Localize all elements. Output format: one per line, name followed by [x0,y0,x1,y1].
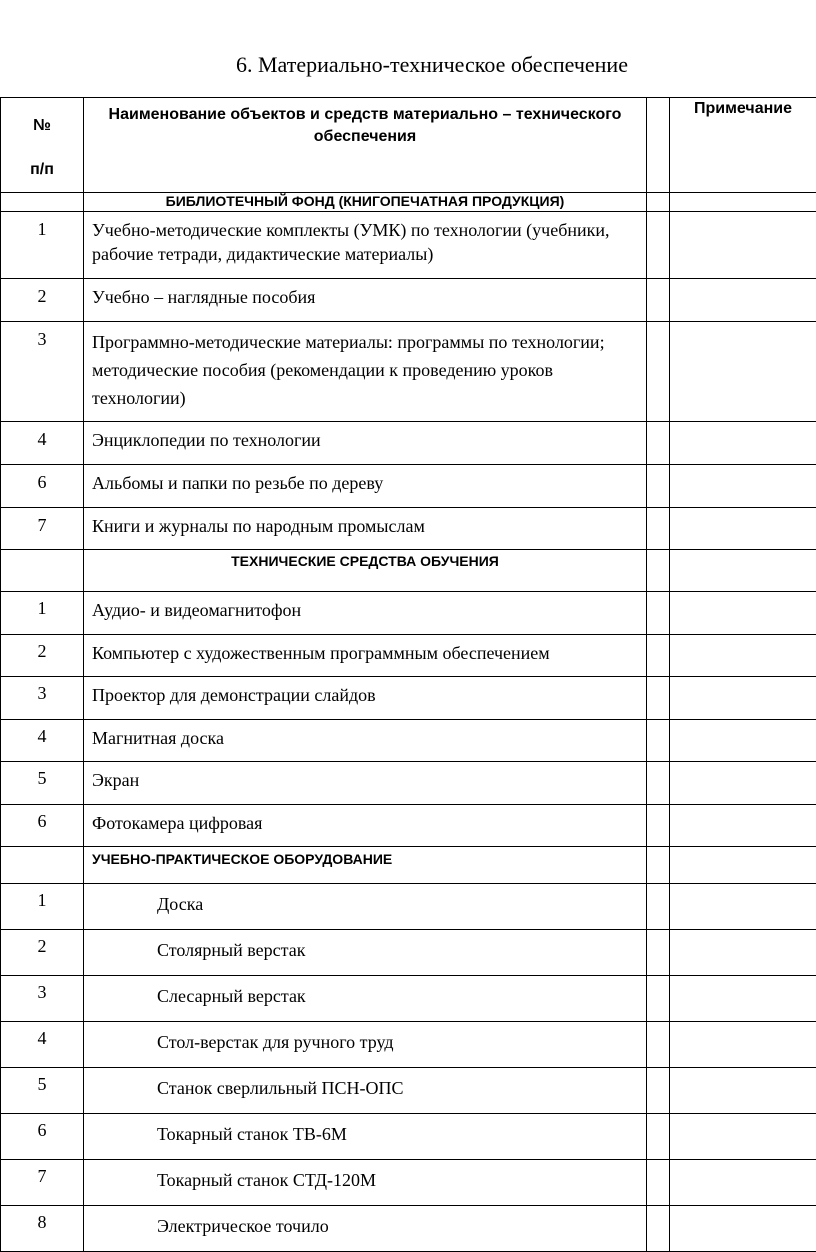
table-row [1,1022,816,1068]
row-num: 7 [1,1160,84,1206]
table-row [1,805,816,847]
section-row [1,847,816,884]
table-row [1,465,816,508]
section-title: УЧЕБНО-ПРАКТИЧЕСКОЕ ОБОРУДОВАНИЕ [84,847,647,884]
page-title: 6. Материально-техническое обеспечение [0,52,816,78]
row-name: Аудио- и видеомагнитофон [84,592,647,635]
table-row [1,322,816,422]
section-title: БИБЛИОТЕЧНЫЙ ФОНД (КНИГОПЕЧАТНАЯ ПРОДУКЦИЯ) [84,193,647,212]
row-name: Электрическое точило [84,1206,647,1252]
row-num: 8 [1,1206,84,1252]
row-num: 4 [1,422,84,465]
table-row [1,635,816,677]
header-num [1,98,84,193]
row-num: 7 [1,508,84,550]
row-num: 3 [1,322,84,422]
table-row [1,422,816,465]
table-row [1,976,816,1022]
row-name: Энциклопедии по технологии [84,422,647,465]
row-name: Стол-верстак для ручного труд [84,1022,647,1068]
row-num: 5 [1,762,84,805]
table-row [1,508,816,550]
row-num: 3 [1,976,84,1022]
row-name: Токарный станок ТВ-6М [84,1114,647,1160]
table-row [1,592,816,635]
table-row [1,930,816,976]
table-header-row [1,98,816,193]
row-name: Магнитная доска [84,720,647,762]
table-row [1,279,816,322]
row-name: Программно-методические материалы: программы по технологии; методические пособия (рекомендации к проведению уроков технологии) [84,322,647,422]
section-title: ТЕХНИЧЕСКИЕ СРЕДСТВА ОБУЧЕНИЯ [84,550,647,592]
table-row [1,762,816,805]
table-row [1,1206,816,1252]
header-spacer [647,98,670,193]
header-name: Наименование объектов и средств материально – технического обеспечения [84,98,647,193]
table-row [1,884,816,930]
table-row [1,1114,816,1160]
row-name: Доска [84,884,647,930]
row-name: Станок сверлильный ПСН-ОПС [84,1068,647,1114]
header-num-label: п/п [30,161,54,178]
table-row [1,1068,816,1114]
row-name: Слесарный верстак [84,976,647,1022]
row-name: Компьютер с художественным программным обеспечением [84,635,647,677]
row-num: 1 [1,592,84,635]
table-row [1,720,816,762]
row-num: 4 [1,1022,84,1068]
row-num: 1 [1,884,84,930]
section-row [1,193,816,212]
equipment-table [0,97,816,1252]
row-name: Учебно – наглядные пособия [84,279,647,322]
table-row [1,212,816,279]
row-num: 2 [1,635,84,677]
row-num: 2 [1,279,84,322]
row-name: Учебно-методические комплекты (УМК) по технологии (учебники, рабочие тетради, дидактические материалы) [84,212,647,279]
table-row [1,1160,816,1206]
row-name: Столярный верстак [84,930,647,976]
row-num: 5 [1,1068,84,1114]
row-name: Альбомы и папки по резьбе по дереву [84,465,647,508]
row-num: 6 [1,805,84,847]
header-num-symbol: № [33,117,51,134]
row-name: Проектор для демонстрации слайдов [84,677,647,720]
row-name: Книги и журналы по народным промыслам [84,508,647,550]
row-name: Фотокамера цифровая [84,805,647,847]
row-name: Экран [84,762,647,805]
section-row [1,550,816,592]
row-name: Токарный станок СТД-120М [84,1160,647,1206]
header-note: Примечание [670,98,816,193]
row-num: 1 [1,212,84,279]
row-num: 2 [1,930,84,976]
row-num: 6 [1,1114,84,1160]
row-num: 3 [1,677,84,720]
table-row [1,677,816,720]
row-num: 4 [1,720,84,762]
row-num: 6 [1,465,84,508]
